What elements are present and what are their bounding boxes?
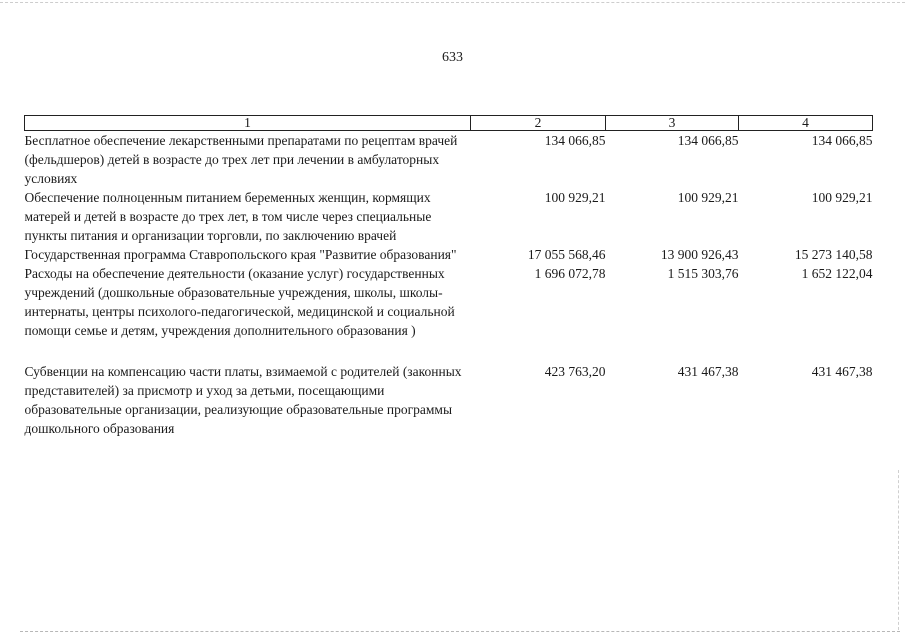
table-row [25,362,873,438]
row-description: Субвенции на компенсацию части платы, взимаемой с родителей (законных представителей) за присмотр и уход за детьми, посещающими образовательные организации, реализующие образовательные программы дошкольного образования [24,364,462,436]
table-row [25,245,873,264]
row-description: Бесплатное обеспечение лекарственными препаратами по рецептам врачей (фельдшеров) детей в возрасте до трех лет при лечении в амбулаторных условиях [24,133,458,186]
scan-artifact-top [0,2,905,4]
row-description: Расходы на обеспечение деятельности (оказание услуг) государственных учреждений (дошкольные образовательные учреждения, школы, школы-интернаты, центры психолого-педагогической, медицинской и социальной помощи семье и детям, учреждения дополнительного образования ) [24,266,455,338]
row-description: Обеспечение полноценным питанием беременных женщин, кормящих матерей и детей в возрасте до трех лет, в том числе через специальные пункты питания и организации торговли, по заключению врачей [24,190,432,243]
table-row [25,264,873,362]
row-value-col4: 134 066,85 [811,133,873,148]
row-value-col3: 13 900 926,43 [660,247,739,262]
row-value-col2: 423 763,20 [544,364,606,379]
scan-artifact-bottom [20,631,900,633]
row-value-col3: 1 515 303,76 [667,266,739,281]
budget-table [24,115,873,438]
row-value-col2: 1 696 072,78 [534,266,606,281]
row-value-col2: 100 929,21 [544,190,606,205]
row-value-col4: 15 273 140,58 [794,247,873,262]
page-number: 633 [442,50,463,65]
row-value-col2: 134 066,85 [544,133,606,148]
row-value-col4: 100 929,21 [811,190,873,205]
row-value-col4: 431 467,38 [811,364,873,379]
row-value-col3: 431 467,38 [677,364,739,379]
row-value-col3: 100 929,21 [677,190,739,205]
row-description: Государственная программа Ставропольского края "Развитие образования" [24,247,457,262]
table-row [25,188,873,245]
column-header-2: 2 [471,116,606,131]
table-header-row [25,116,873,131]
table-row [25,131,873,189]
column-header-3: 3 [606,116,739,131]
row-value-col2: 17 055 568,46 [527,247,606,262]
scan-artifact-right [898,470,900,630]
row-value-col4: 1 652 122,04 [801,266,873,281]
column-header-4: 4 [739,116,873,131]
row-value-col3: 134 066,85 [677,133,739,148]
column-header-1: 1 [25,116,471,131]
